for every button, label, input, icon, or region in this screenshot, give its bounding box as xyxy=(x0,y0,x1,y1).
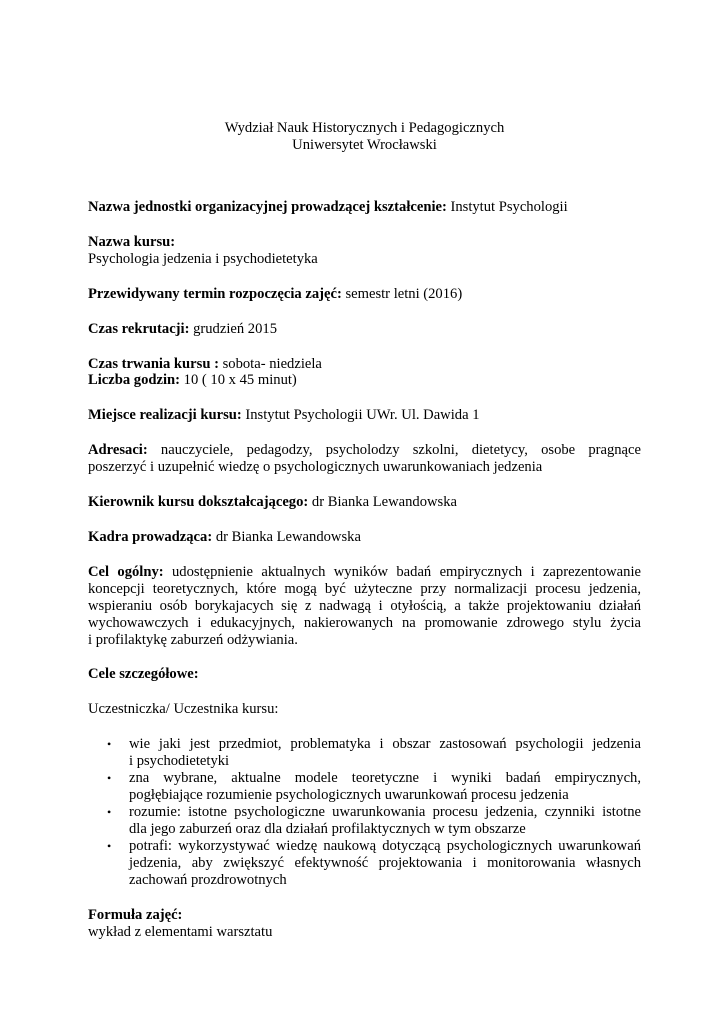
objective-1-line-2: i psychodietetyki xyxy=(129,753,230,769)
recruitment-value: grudzień 2015 xyxy=(189,321,277,337)
audience-line-1: Adresaci: nauczyciele, pedagodzy, psycholodzy szkolni, dietetycy, osobe pragnące xyxy=(88,442,641,458)
goal-line-4: wychowawczych i edukacyjnych, nakierowanych na promowanie zdrowego stylu życia xyxy=(88,615,641,631)
objective-2-line-2: pogłębiające rozumienie psychologicznych uwarunkowań procesu jedzenia xyxy=(129,787,569,803)
recruitment-row xyxy=(88,321,641,338)
course-label: Nazwa kursu: xyxy=(88,234,176,250)
hours-value: 10 ( 10 x 45 minut) xyxy=(180,372,297,388)
director-label: Kierownik kursu dokształcającego: xyxy=(88,494,309,510)
objectives-label: Cele szczegółowe: xyxy=(88,666,199,682)
unit-row xyxy=(88,199,641,216)
objective-1-line-1: wie jaki jest przedmiot, problematyka i obszar zastosowań psychologii jedzenia xyxy=(129,736,641,752)
objectives-intro: Uczestniczka/ Uczestnika kursu: xyxy=(88,701,279,717)
hours-row xyxy=(88,372,641,389)
staff-row xyxy=(88,529,641,546)
director-row xyxy=(88,494,641,511)
duration-value: sobota- niedziela xyxy=(218,356,322,372)
objective-3-line-2: dla jego zaburzeń oraz dla działań profilaktycznych w tym obszarze xyxy=(129,821,526,837)
objective-4-line-3: zachowań prozdrowotnych xyxy=(129,872,287,888)
university-heading: Uniwersytet Wrocławski xyxy=(292,137,437,153)
bullet-icon: • xyxy=(107,737,112,751)
location-row xyxy=(88,407,641,424)
goal-line-1: Cel ogólny: udostępnienie aktualnych wyników badań empirycznych i zaprezentowanie xyxy=(88,564,641,580)
goal-line-2: koncepcji teoretycznych, które mogą być użyteczne przy normalizacji procesu jedzenia, xyxy=(88,581,641,597)
bullet-icon: • xyxy=(107,805,112,819)
staff-value: dr Bianka Lewandowska xyxy=(212,529,361,545)
goal-line-5: i profilaktykę zaburzeń odżywiania. xyxy=(88,632,298,648)
format-value: wykład z elementami warsztatu xyxy=(88,924,273,940)
format-label: Formuła zajęć: xyxy=(88,907,183,923)
unit-label: Nazwa jednostki organizacyjnej prowadzącej kształcenie: xyxy=(88,199,447,215)
start-value: semestr letni (2016) xyxy=(341,286,463,302)
course-value: Psychologia jedzenia i psychodietetyka xyxy=(88,251,318,267)
document-page xyxy=(88,0,641,1024)
location-value: Instytut Psychologii UWr. Ul. Dawida 1 xyxy=(241,407,480,423)
unit-value: Instytut Psychologii xyxy=(446,199,568,215)
hours-label: Liczba godzin: xyxy=(88,372,181,388)
location-label: Miejsce realizacji kursu: xyxy=(88,407,242,423)
audience-label: Adresaci: xyxy=(88,442,148,458)
bullet-icon: • xyxy=(107,771,112,785)
recruitment-label: Czas rekrutacji: xyxy=(88,321,190,337)
faculty-heading: Wydział Nauk Historycznych i Pedagogicznych xyxy=(224,120,505,136)
staff-label: Kadra prowadząca: xyxy=(88,529,213,545)
start-label: Przewidywany termin rozpoczęcia zajęć: xyxy=(88,286,342,302)
goal-label: Cel ogólny: xyxy=(88,564,164,580)
objective-2-line-1: zna wybrane, aktualne modele teoretyczne i wyniki badań empirycznych, xyxy=(129,770,641,786)
duration-label: Czas trwania kursu : xyxy=(88,356,219,372)
duration-row xyxy=(88,356,641,373)
objective-4-line-1: potrafi: wykorzystywać wiedzę naukową dotyczącą psychologicznych uwarunkowań xyxy=(129,838,641,854)
audience-line-2: poszerzyć i uzupełnić wiedzę o psychologicznych uwarunkowaniach jedzenia xyxy=(88,459,543,475)
director-value: dr Bianka Lewandowska xyxy=(308,494,457,510)
objective-4-line-2: jedzenia, aby zwiększyć efektywność projektowania i monitorowania własnych xyxy=(129,855,641,871)
objective-3-line-1: rozumie: istotne psychologiczne uwarunkowania procesu jedzenia, czynniki istotne xyxy=(129,804,641,820)
goal-line-3: wspieraniu osób borykajacych się z nadwagą i otyłością, a także projektowaniu działań xyxy=(88,598,641,614)
start-row xyxy=(88,286,641,303)
bullet-icon: • xyxy=(107,839,112,853)
